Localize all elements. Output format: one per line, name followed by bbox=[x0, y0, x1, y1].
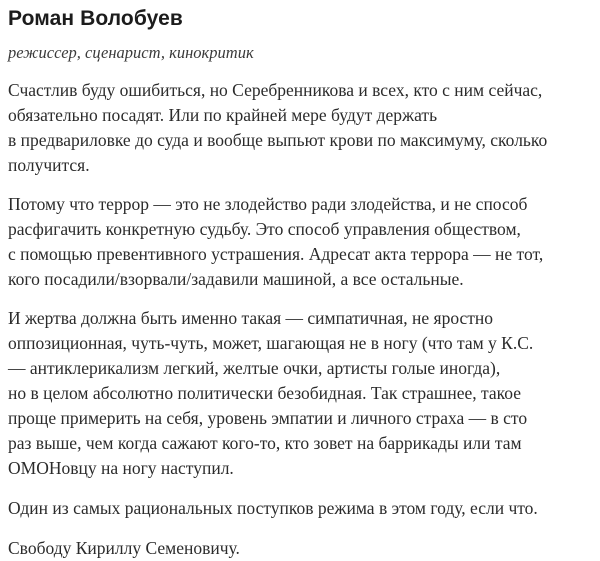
text-line: с помощью превентивного устрашения. Адресат акта террора — не тот, bbox=[8, 244, 544, 264]
text-line: получится. bbox=[8, 155, 90, 175]
text-line: в предвариловке до суда и вообще выпьют крови по максимуму, сколько bbox=[8, 130, 548, 150]
text-line: — антиклерикализм легкий, желтые очки, артисты голые иногда), bbox=[8, 358, 501, 378]
text-line: обязательно посадят. Или по крайней мере будут держать bbox=[8, 105, 438, 125]
text-line: Счастлив буду ошибиться, но Серебренникова и всех, кто с ним сейчас, bbox=[8, 80, 543, 100]
text-line: И жертва должна быть именно такая — симпатичная, не яростно bbox=[8, 308, 494, 328]
quote-paragraph-5 bbox=[8, 536, 594, 561]
quote-paragraph-3 bbox=[8, 306, 594, 481]
quote-paragraph-4 bbox=[8, 496, 594, 521]
text-line: раз выше, чем когда сажают кого-то, кто зовет на баррикады или там bbox=[8, 433, 522, 453]
quote-paragraph-2 bbox=[8, 192, 594, 292]
text-line: Потому что террор — это не злодейство ради злодейства, и не способ bbox=[8, 194, 528, 214]
text-line: но в целом абсолютно политически безобидная. Так страшнее, такое bbox=[8, 383, 522, 403]
text-line: ОМОНовцу на ногу наступил. bbox=[8, 458, 234, 478]
author-role: режиссер, сценарист, кинокритик bbox=[8, 43, 254, 62]
text-line: проще примерить на себя, уровень эмпатии и личного страха — в сто bbox=[8, 408, 528, 428]
text-line: Свободу Кириллу Семеновичу. bbox=[8, 538, 240, 558]
text-line: оппозиционная, чуть-чуть, может, шагающая не в ногу (что там у К.С. bbox=[8, 333, 534, 353]
author-name: Роман Волобуев bbox=[8, 7, 183, 30]
quote-paragraph-1 bbox=[8, 78, 594, 178]
text-line: кого посадили/взорвали/задавили машиной, а все остальные. bbox=[8, 269, 464, 289]
text-line: Один из самых рациональных поступков режима в этом году, если что. bbox=[8, 498, 538, 518]
text-line: расфигачить конкретную судьбу. Это способ управления обществом, bbox=[8, 219, 521, 239]
